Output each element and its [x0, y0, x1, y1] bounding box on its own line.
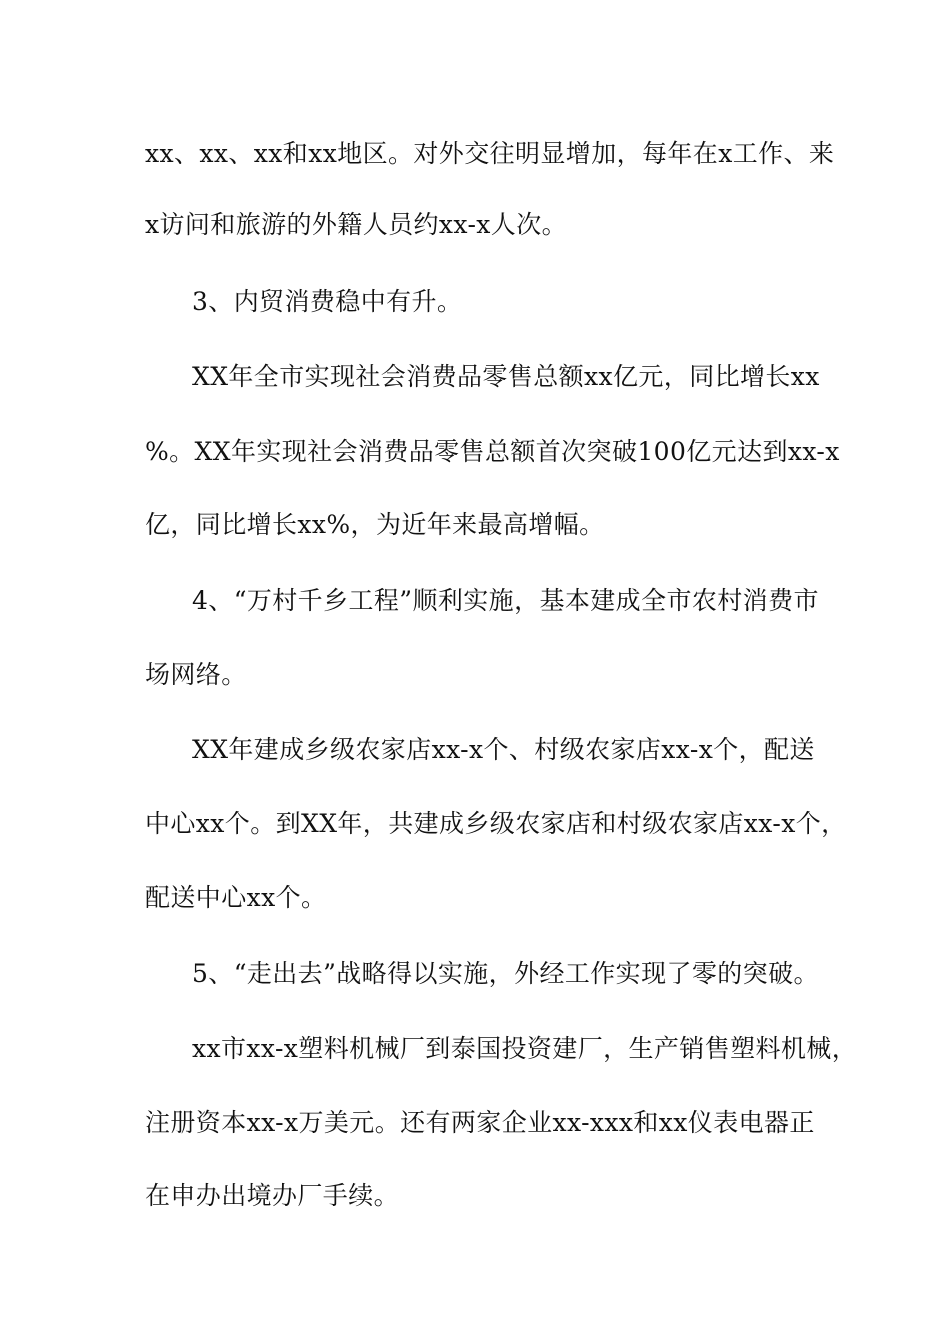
text-line-5: %。XX年实现社会消费品零售总额首次突破100亿元达到xx-x: [145, 437, 840, 466]
text-line-11: 配送中心xx个。: [145, 883, 327, 912]
heading-4: 4、“万村千乡工程”顺利实施，基本建成全市农村消费市: [192, 586, 819, 615]
text-line-10: 中心xx个。到XX年，共建成乡级农家店和村级农家店xx-x个，: [145, 809, 847, 838]
text-line-1: xx、xx、xx和xx地区。对外交往明显增加，每年在x工作、来: [145, 139, 835, 168]
heading-5: 5、“走出去”战略得以实施，外经工作实现了零的突破。: [192, 959, 819, 988]
text-line-2: x访问和旅游的外籍人员约xx-x人次。: [145, 210, 568, 239]
text-line-13: xx市xx-x塑料机械厂到泰国投资建厂，生产销售塑料机械，: [192, 1034, 858, 1063]
text-line-15: 在申办出境办厂手续。: [145, 1181, 400, 1210]
text-line-6: 亿，同比增长xx%，为近年来最高增幅。: [145, 510, 605, 539]
text-line-4: XX年全市实现社会消费品零售总额xx亿元，同比增长xx: [192, 362, 820, 391]
text-line-8: 场网络。: [145, 660, 247, 689]
text-line-9: XX年建成乡级农家店xx-x个、村级农家店xx-x个，配送: [192, 735, 815, 764]
text-line-14: 注册资本xx-x万美元。还有两家企业xx-xxx和xx仪表电器正: [145, 1108, 815, 1137]
heading-3: 3、内贸消费稳中有升。: [192, 287, 463, 316]
